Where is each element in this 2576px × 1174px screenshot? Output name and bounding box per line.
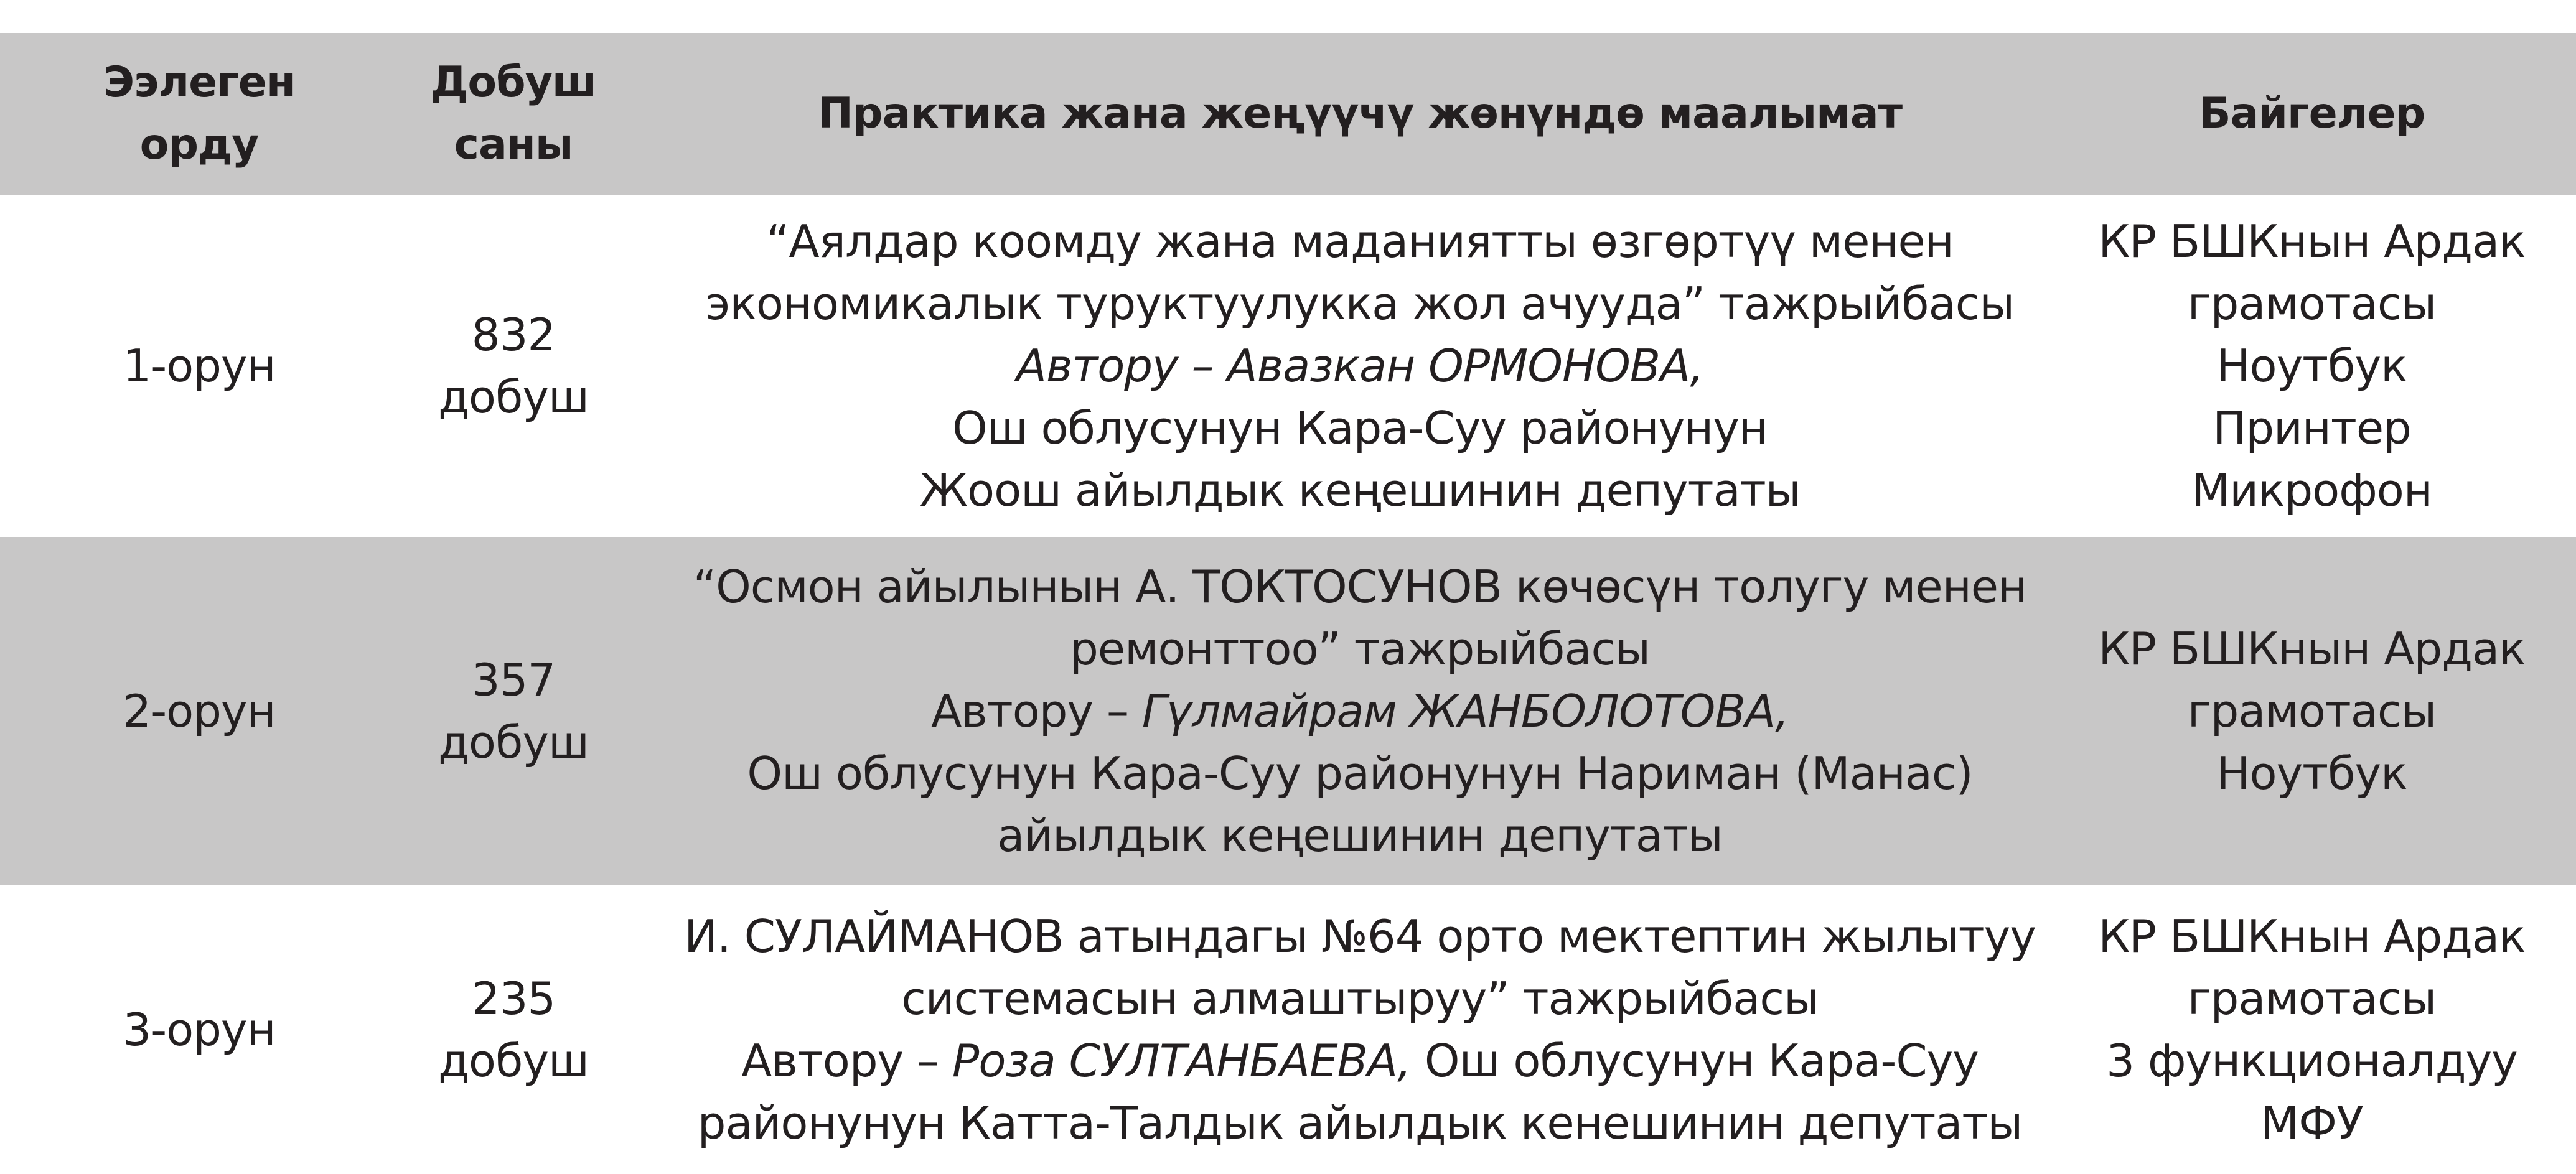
author-name: Роза СУЛТАНБАЕВА, xyxy=(952,1035,1412,1087)
info-cell: “Осмон айылынын А. ТОКТОСУНОВ көчөсүн толугу менен ремонттоо” тажрыйбасы Автору – Гүлмайрам ЖАНБОЛОТОВА, Ош облусунун Кара-Суу районунун Нариман (Манас) айылдык кеңешинин депутаты xyxy=(647,556,2073,867)
place-cell: 1-орун xyxy=(123,340,276,392)
votes-cell: 357 добуш xyxy=(438,654,589,768)
votes-cell: 235 добуш xyxy=(438,972,589,1087)
header-info: Практика жана жеңүүчү жөнүндө маалымат xyxy=(817,89,1903,138)
place-cell: 2-орун xyxy=(123,685,276,737)
prizes-cell: КР БШКнын Ардак грамотасы Ноутбук Принтер Микрофон xyxy=(2098,215,2526,516)
info-cell: И. СУЛАЙМАНОВ атындагы №64 орто мектептин жылытуу системасын алмаштыруу” тажрыйбасы Автору – Роза СУЛТАНБАЕВА, Ош облусунун Кара-Суу районунун Катта-Талдык айылдык кенешинин депутаты xyxy=(647,905,2073,1154)
prizes-cell: КР БШКнын Ардак грамотасы 3 функционалдуу МФУ xyxy=(2098,910,2526,1149)
author-name: Автору – Авазкан ОРМОНОВА, xyxy=(1016,340,1704,392)
place-cell: 3-орун xyxy=(123,1004,276,1056)
table-row xyxy=(0,885,2576,1174)
results-table xyxy=(0,33,2576,1174)
author-line: Автору – Гүлмайрам ЖАНБОЛОТОВА, xyxy=(931,685,1789,737)
table-row xyxy=(0,195,2576,537)
author-line: Автору – Роза СУЛТАНБАЕВА, Ош облусунун Кара-Суу xyxy=(741,1035,1979,1087)
header-prizes: Байгелер xyxy=(2198,89,2425,138)
prizes-cell: КР БШКнын Ардак грамотасы Ноутбук xyxy=(2098,623,2526,799)
table-row xyxy=(0,537,2576,885)
author-name: Гүлмайрам ЖАНБОЛОТОВА, xyxy=(1141,685,1789,737)
table-header-row xyxy=(0,33,2576,195)
info-cell: “Аялдар коомду жана маданиятты өзгөртүү менен экономикалык туруктуулукка жол ачууда” тажрыйбасы Автору – Авазкан ОРМОНОВА, Ош облусунун Кара-Суу районунун Жоош айылдык кеңешинин депутаты xyxy=(647,210,2073,521)
header-votes: Добуш саны xyxy=(430,58,597,169)
votes-cell: 832 добуш xyxy=(438,309,589,423)
header-place: Ээлеген орду xyxy=(103,58,295,169)
